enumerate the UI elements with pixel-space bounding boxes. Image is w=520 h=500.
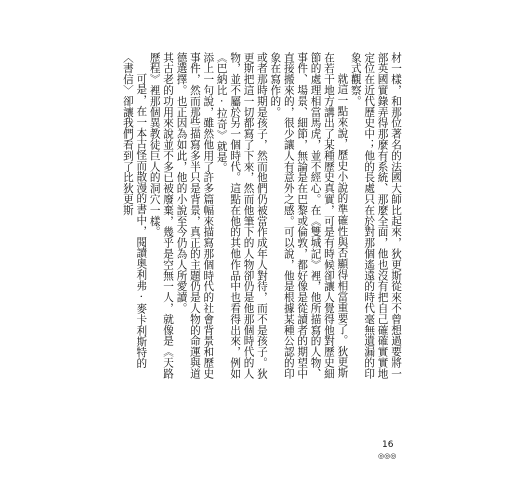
- paragraph: 可是，在一本古怪而散漫的書中，閱讀奧利弗·麥卡利斯特的〈書信〉卻讓我們看到了比狄更斯: [121, 52, 148, 369]
- paragraph: 材一樣，和那位著名的法國大師比起來，狄更斯從來不曾想過要將一部英國實錄弄得那麼有系統、那麼全面，他也沒有把自己確確實實地定位在近代歷史中；他的長處只在於對那個遙遠的時代毫無遺漏的印象式觀察。: [349, 52, 402, 379]
- paragraph: 就這一點來說，歷史小說的準確性與否顯得相當重要了。狄更斯在若干地方講出了某種歷史真實，可是有時候卻讓人覺得他對歷史細節的處理相當馬虎，並不經心。在《雙城記》裡，他所描寫的人物、事件、場景、細節，無論是在巴黎或倫敦，都好像是從讀者的期望中直接搬來的，很少讓人有意外之感。可以說，他是根據某種公認的印象在寫作的。: [269, 52, 349, 379]
- paragraph: 添上一句說，雖然他用了許多篇幅來描寫那個時代的社會背景和歷史事件，然而那些描寫多半只是背景，真正的主題仍是人物的命運與道德選擇。也正因為如此，他的小說至今仍為人所愛讀。: [175, 52, 215, 379]
- page-number: 16: [382, 440, 394, 450]
- paragraph: 其古老的功用來說並不多已被廢棄，幾乎是空無一人，就像是《天路歷程》裡那個異教徒巨人的洞穴一樣。: [148, 52, 175, 379]
- paragraph: 或者那時期是孩子，然而他們仍被當作成年人對待，而不是孩子。狄更斯把這一切都寫了下來，然而他筆下的人物卻仍是他那個時代的人物，並不屬於另一個時代。這點在他的其他作品中也看得出來，例如《巴納比·拉奇》就是。: [215, 52, 268, 379]
- vertical-text-body: [120, 52, 402, 382]
- page-code: ◎◎◎: [378, 452, 397, 460]
